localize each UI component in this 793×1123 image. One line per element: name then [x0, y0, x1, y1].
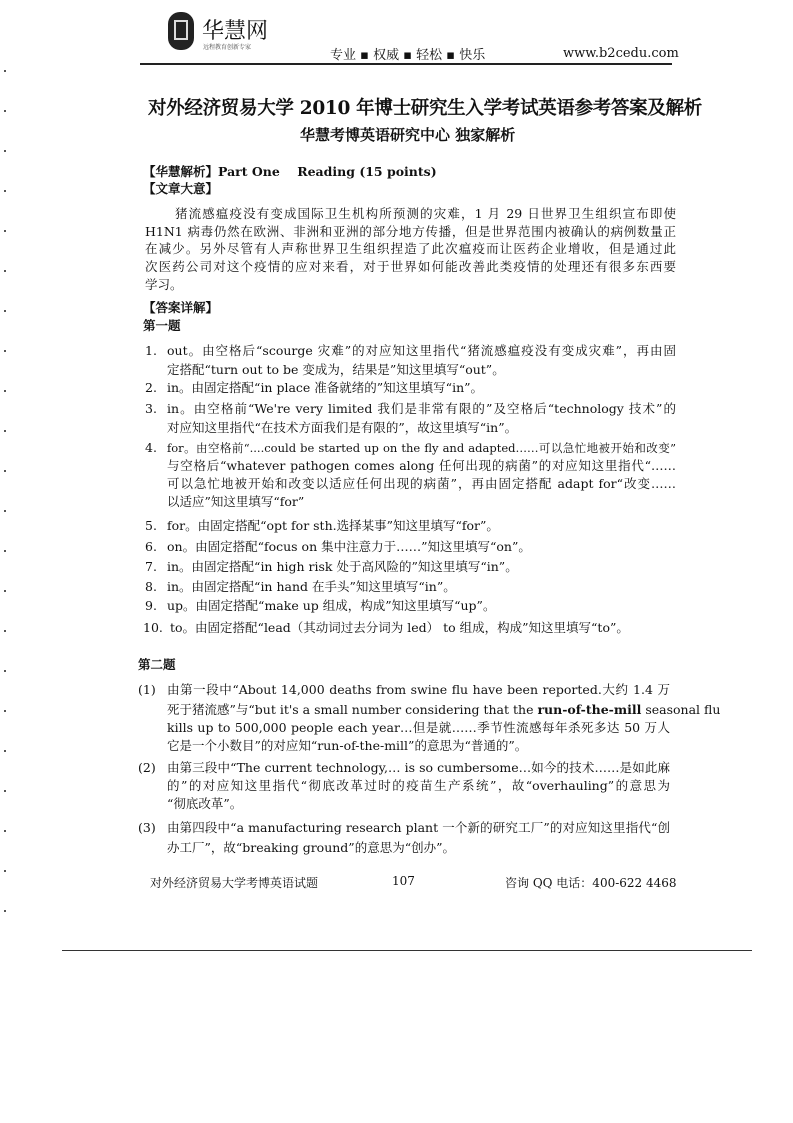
page-number: 107: [392, 874, 415, 888]
summary-line: 学习。: [145, 277, 183, 292]
site-url: www.b2cedu.com: [563, 46, 679, 61]
answer-line: 对应知这里指代“在技术方面我们是有限的”，故这里填写“in”。: [167, 420, 518, 435]
answers-heading: 【答案详解】: [143, 300, 219, 315]
answer-line: in。由固定搭配“in hand 在手头”知这里填写“in”。: [167, 579, 456, 594]
answer-number: (2): [138, 760, 156, 775]
answer-number: (1): [138, 682, 156, 697]
answer-number: 3.: [145, 401, 157, 416]
answer-text: 死于猪流感”与“but it's a small number considering that the: [167, 702, 538, 717]
summary-line: H1N1 病毒仍然在欧洲、非洲和亚洲的部分地方传播，但是世界范围内被确认的病例数量正: [145, 224, 676, 239]
answer-term-bold: run-of-the-mill: [537, 702, 642, 717]
answer-line: to。由固定搭配“lead（其动词过去分词为 led） to 组成，构成”知这里填写“to”。: [170, 620, 629, 635]
answer-line: on。由固定搭配“focus on 集中注意力于……”知这里填写“on”。: [167, 539, 531, 554]
page-subtitle: 华慧考博英语研究中心 独家解析: [300, 126, 516, 144]
summary-heading: 【文章大意】: [143, 181, 219, 196]
answer-line: 的”的对应知这里指代“彻底改革过时的疫苗生产系统”，故“overhauling”的意思为: [167, 778, 670, 793]
bottom-rule: [62, 950, 752, 951]
q2-heading: 第二题: [138, 657, 176, 672]
footer-left: 对外经济贸易大学考博英语试题: [150, 876, 319, 890]
page-title: 对外经济贸易大学 2010 年博士研究生入学考试英语参考答案及解析: [148, 98, 702, 119]
answer-line: 与空格后“whatever pathogen comes along 任何出现的病菌”的对应知这里指代“……: [167, 458, 676, 473]
answer-line: out。由空格后“scourge 灾难”的对应知这里指代“猪流感瘟疫没有变成灾难”，再由固: [167, 343, 676, 358]
q1-heading: 第一题: [143, 318, 181, 333]
logo-text: 华慧网: [202, 19, 269, 44]
answer-line: for。由固定搭配“opt for sth.选择某事”知这里填写“for”。: [167, 518, 499, 533]
answer-number: 4.: [145, 440, 157, 455]
answer-line: “彻底改革”。: [167, 796, 243, 811]
summary-line: 次医药公司对这个疫情的应对来看，对于世界如何能改善此类疫情的处理还有很多东西要: [145, 259, 676, 274]
footer-contact: 咨询 QQ 电话：400-622 4468: [505, 876, 677, 890]
answer-number: 7.: [145, 559, 157, 574]
summary-line: 在减少。另外尽管有人声称世界卫生组织捏造了此次瘟疫而让医药企业增收，但是通过此: [145, 241, 676, 256]
answer-line: 办工厂”，故“breaking ground”的意思为“创办”。: [167, 840, 455, 855]
logo-tagline: 远程教育创新专家: [203, 44, 252, 51]
answer-line: up。由固定搭配“make up 组成，构成”知这里填写“up”。: [167, 598, 496, 613]
answer-line: kills up to 500,000 people each year…但是就……季节性流感每年杀死多达 50 万人: [167, 720, 670, 735]
answer-number: (3): [138, 820, 156, 835]
answer-line: 它是一个小数目”的对应知“run-of-the-mill”的意思为“普通的”。: [167, 738, 528, 753]
summary-line: 猪流感瘟疫没有变成国际卫生机构所预测的灾难，1 月 29 日世界卫生组织宣布即使: [175, 206, 676, 221]
answer-line: for。由空格前“....could be started up on the fly and adapted……可以急忙地被开始和改变”: [167, 441, 676, 455]
answer-number: 2.: [145, 380, 157, 395]
answer-number: 1.: [145, 343, 157, 358]
answer-line: 由第一段中“About 14,000 deaths from swine flu have been reported.大约 1.4 万: [167, 682, 670, 697]
answer-line: 由第四段中“a manufacturing research plant 一个新的研究工厂”的对应知这里指代“创: [167, 820, 670, 835]
answer-line: [167, 702, 721, 718]
slogan: 专业 ▪ 权威 ▪ 轻松 ▪ 快乐: [330, 48, 486, 63]
header-rule: [140, 63, 672, 65]
answer-number: 6.: [145, 539, 157, 554]
answer-line: 定搭配“turn out to be 变成为，结果是”知这里填写“out”。: [167, 362, 505, 377]
answer-number: 9.: [145, 598, 157, 613]
answer-line: in。由固定搭配“in high risk 处于高风险的”知这里填写“in”。: [167, 559, 518, 574]
answer-line: in。由空格前“We're very limited 我们是非常有限的”及空格后“technology 技术”的: [167, 401, 676, 416]
answer-line: 以适应”知这里填写“for”: [167, 494, 305, 509]
logo-icon: [168, 12, 194, 50]
answer-line: 由第三段中“The current technology,… is so cumbersome…如今的技术……是如此麻: [167, 760, 670, 775]
answer-text: seasonal flu: [641, 702, 721, 717]
answer-number: 10.: [143, 620, 163, 635]
answer-number: 5.: [145, 518, 157, 533]
answer-number: 8.: [145, 579, 157, 594]
answer-line: in。由固定搭配“in place 准备就绪的”知这里填写“in”。: [167, 380, 484, 395]
answer-line: 可以急忙地被开始和改变以适应任何出现的病菌”，再由固定搭配 adapt for“改变……: [167, 476, 676, 491]
part-heading: 【华慧解析】Part One Reading (15 points): [143, 164, 437, 179]
